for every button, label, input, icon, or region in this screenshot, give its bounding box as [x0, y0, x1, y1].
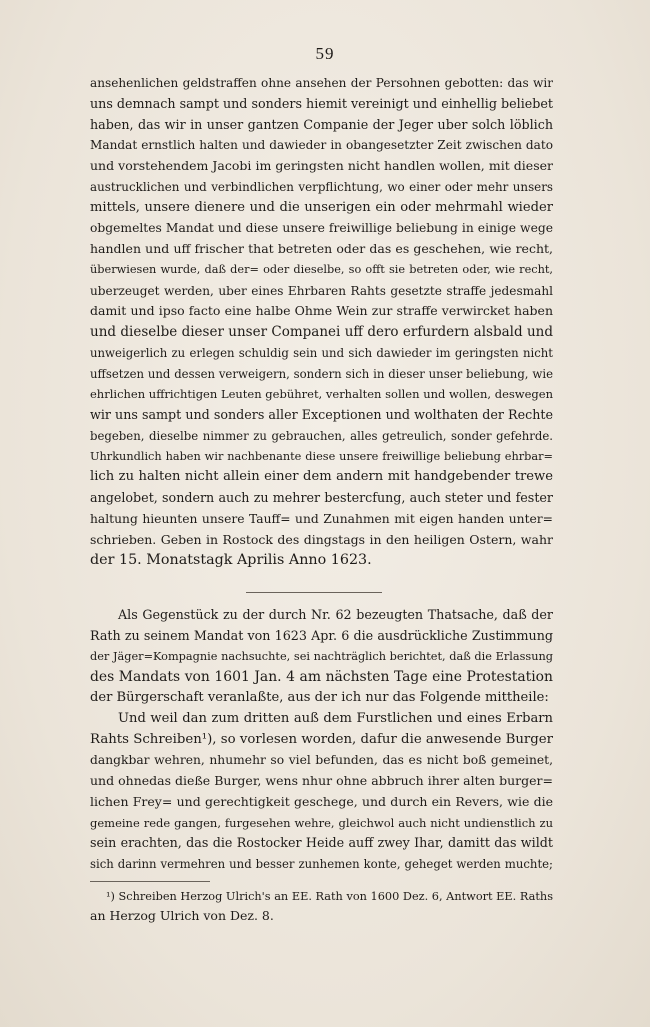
text-line: der Bürgerschaft veranlaßte, aus der ich nur das Folgende mittheile: — [90, 690, 549, 705]
text-block-commentary — [90, 605, 553, 875]
text-line: handlen und uff frischer that betreten oder das es geschehen, wie recht, — [90, 241, 553, 256]
text-block-charter — [90, 73, 553, 571]
text-line: und dieselbe dieser unser Companei uff dero erfurdern alsbald und — [90, 324, 553, 340]
text-line: Uhrkundlich haben wir nachbenante diese unsere freiwillige beliebung ehrbar= — [90, 449, 553, 463]
text-line: ehrlichen uffrichtigen Leuten gebühret, verhalten sollen und wollen, deswegen — [90, 387, 553, 402]
section-separator — [246, 592, 382, 593]
page-number: 59 — [315, 44, 335, 63]
text-line: haltung hieunten unsere Tauff= und Zunahmen mit eigen handen unter= — [90, 511, 553, 526]
text-line: obgemeltes Mandat und diese unsere freiwillige beliebung in einige wege — [90, 221, 553, 236]
text-line: wir uns sampt und sonders aller Exceptionen und wolthaten der Rechte — [90, 407, 553, 422]
text-line: der Jäger=Kompagnie nachsuchte, sei nachträglich berichtet, daß die Erlassung — [90, 649, 553, 663]
text-line: Rath zu seinem Mandat von 1623 Apr. 6 die ausdrückliche Zustimmung — [90, 627, 553, 643]
text-line: und vorstehendem Jacobi im geringsten nicht handlen wollen, mit dieser — [90, 158, 553, 173]
text-line: des Mandats von 1601 Jan. 4 am nächsten Tage eine Protestation — [90, 669, 553, 686]
text-line: Als Gegenstück zu der durch Nr. 62 bezeugten Thatsache, daß der — [118, 607, 553, 622]
text-line: der 15. Monatstagk Aprilis Anno 1623. — [90, 552, 372, 569]
text-line: austrucklichen und verbindlichen verpflichtung, wo einer oder mehr unsers — [90, 179, 553, 194]
text-line: ansehenlichen geldstraffen ohne ansehen der Persohnen gebotten: das wir — [90, 76, 553, 90]
text-line: dangkbar wehren, nhumehr so viel befunden, das es nicht boß gemeinet, — [90, 753, 553, 768]
text-line: gemeine rede gangen, furgesehen wehre, gleichwol auch nicht undienstlich zu — [90, 815, 553, 830]
text-line: sich darinn vermehren und besser zunhemen konte, geheget werden muchte; — [90, 857, 553, 871]
footnote — [90, 887, 553, 925]
text-line: mittels, unsere dienere und die unserigen ein oder mehrmahl wieder — [90, 199, 553, 215]
text-line: uns demnach sampt und sonders hiemit vereinigt und einhellig beliebet — [90, 95, 553, 111]
text-line: sein erachten, das die Rostocker Heide auff zwey Ihar, damitt das wildt — [90, 835, 553, 851]
text-line: schrieben. Geben in Rostock des dingstags in den heiligen Ostern, wahr — [90, 531, 553, 547]
footnote-line: an Herzog Ulrich von Dez. 8. — [90, 908, 274, 923]
footnote-line: ¹) Schreiben Herzog Ulrich's an EE. Rath von 1600 Dez. 6, Antwort EE. Raths — [106, 890, 553, 903]
text-line: überwiesen wurde, daß der= oder dieselbe, so offt sie betreten oder, wie recht, — [90, 262, 553, 276]
text-line: begeben, dieselbe nimmer zu gebrauchen, alles getreulich, sonder gefehrde. — [90, 428, 553, 443]
text-line: uffsetzen und dessen verweigern, sondern sich in dieser unser beliebung, wie — [90, 366, 553, 381]
text-line: und ohnedas dieße Burger, wens nhur ohne abbruch ihrer alten burger= — [90, 773, 553, 788]
footnote-rule — [90, 881, 210, 882]
text-line: unweigerlich zu erlegen schuldig sein und sich dawieder im geringsten nicht — [90, 345, 553, 360]
text-line: uberzeuget werden, uber eines Ehrbaren Rahts gesetzte straffe jedesmahl — [90, 283, 553, 298]
text-line: lichen Frey= und gerechtigkeit geschege, und durch ein Revers, wie die — [90, 793, 553, 809]
text-line: Mandat ernstlich halten und dawieder in obangesetzter Zeit zwischen dato — [90, 138, 553, 153]
text-line: damit und ipso facto eine halbe Ohme Wein zur straffe verwircket haben — [90, 303, 553, 319]
text-line: lich zu halten nicht allein einer dem andern mit handgebender trewe — [90, 469, 553, 485]
text-line: Rahts Schreiben¹), so vorlesen worden, dafur die anwesende Burger — [90, 731, 553, 747]
text-line: haben, das wir in unser gantzen Companie der Jeger uber solch löblich — [90, 116, 553, 132]
text-line: angelobet, sondern auch zu mehrer bestercfung, auch steter und fester — [90, 490, 553, 505]
text-line: Und weil dan zum dritten auß dem Furstlichen und eines Erbarn — [118, 710, 553, 726]
